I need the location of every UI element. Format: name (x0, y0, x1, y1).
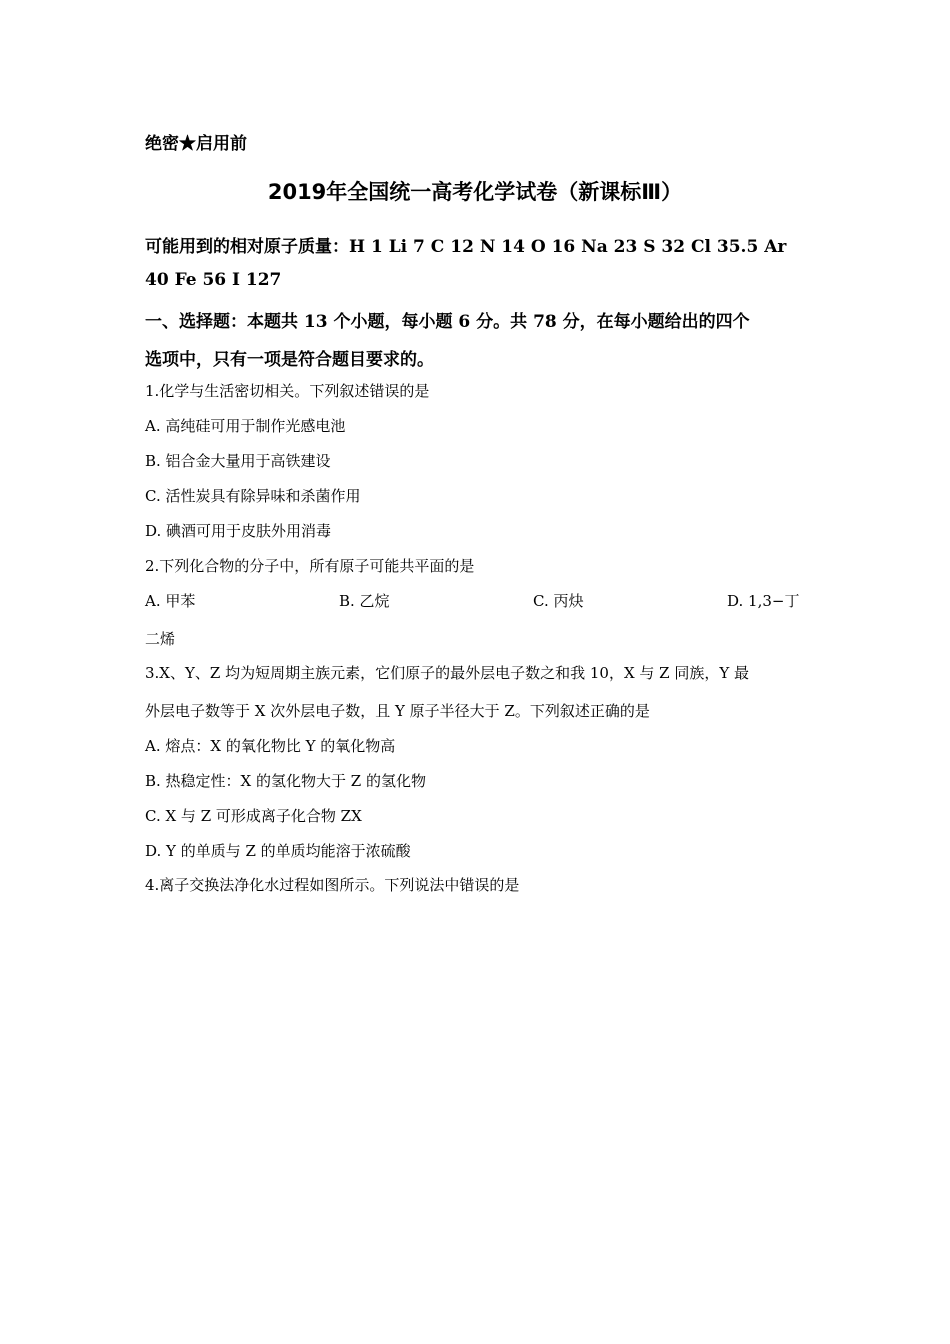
question-1-option-a: A. 高纯硅可用于制作光感电池 (145, 417, 346, 435)
question-2-stem: 2.下列化合物的分子中，所有原子可能共平面的是 (145, 557, 475, 575)
question-3-stem-line-2: 外层电子数等于 X 次外层电子数，且 Y 原子半径大于 Z。下列叙述正确的是 (145, 702, 650, 720)
atomic-mass-line-1: 可能用到的相对原子质量：H 1 Li 7 C 12 N 14 O 16 Na 23 S 32 Cl 35.5 Ar (145, 237, 787, 257)
question-1-option-d: D. 碘酒可用于皮肤外用消毒 (145, 522, 332, 540)
secret-label: 绝密★启用前 (145, 134, 247, 154)
question-3-option-b: B. 热稳定性：X 的氢化物大于 Z 的氢化物 (145, 772, 426, 790)
question-1-option-c: C. 活性炭具有除异味和杀菌作用 (145, 487, 361, 505)
question-2-option-d: D. 1,3−丁 (727, 592, 800, 610)
question-2-option-b: B. 乙烷 (339, 592, 390, 610)
section-heading-line-1: 一、选择题：本题共 13 个小题，每小题 6 分。共 78 分，在每小题给出的四个 (145, 312, 750, 332)
question-2-option-d-wrap: 二烯 (145, 630, 176, 648)
section-heading-line-2: 选项中，只有一项是符合题目要求的。 (145, 350, 434, 370)
question-3-option-a: A. 熔点：X 的氧化物比 Y 的氧化物高 (145, 737, 396, 755)
question-3-option-c: C. X 与 Z 可形成离子化合物 ZX (145, 807, 362, 825)
question-4-stem: 4.离子交换法净化水过程如图所示。下列说法中错误的是 (145, 876, 520, 894)
question-1-stem: 1.化学与生活密切相关。下列叙述错误的是 (145, 382, 430, 400)
question-1-option-b: B. 铝合金大量用于高铁建设 (145, 452, 331, 470)
question-2-option-a: A. 甲苯 (145, 592, 196, 610)
page-title: 2019年全国统一高考化学试卷（新课标Ⅲ） (267, 180, 683, 204)
atomic-mass-line-2: 40 Fe 56 I 127 (145, 270, 282, 290)
question-3-stem-line-1: 3.X、Y、Z 均为短周期主族元素，它们原子的最外层电子数之和我 10，X 与 Z 同族，Y 最 (145, 664, 750, 682)
question-2-option-c: C. 丙炔 (533, 592, 584, 610)
question-3-option-d: D. Y 的单质与 Z 的单质均能溶于浓硫酸 (145, 842, 411, 860)
